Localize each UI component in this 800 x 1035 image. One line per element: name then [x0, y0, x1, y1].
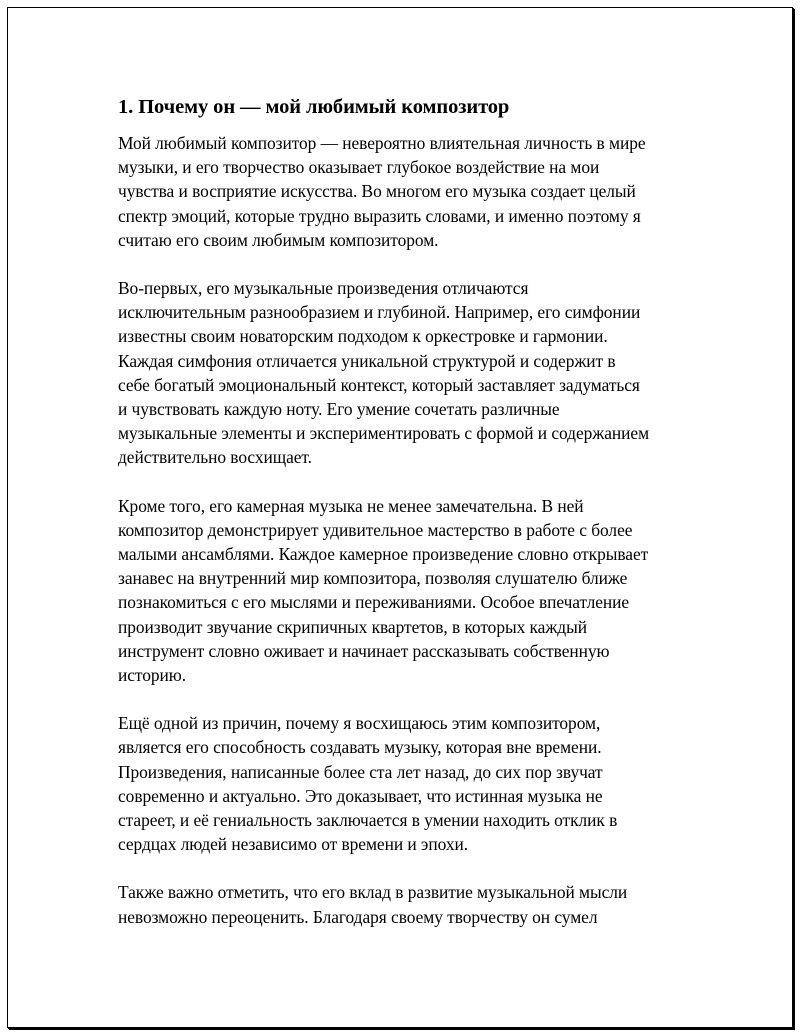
paragraph-line: Во-первых, его музыкальные произведения отличаются — [118, 278, 529, 299]
paragraph-line: инструмент словно оживает и начинает рассказывать собственную — [118, 640, 610, 661]
paragraph-line: сердцах людей независимо от времени и эпохи. — [118, 834, 469, 855]
section-heading: 1. Почему он — мой любимый композитор — [118, 96, 510, 118]
paragraph-line: действительно восхищает. — [118, 447, 312, 468]
paragraph-line: стареет, и её гениальность заключается в умении находить отклик в — [118, 810, 618, 831]
paragraph — [118, 131, 702, 252]
paragraph-line: считаю его своим любимым композитором. — [118, 229, 439, 250]
paragraph-line: Каждая симфония отличается уникальной структурой и содержит в — [118, 350, 616, 371]
paragraph-list — [118, 131, 702, 929]
paragraph — [118, 276, 702, 470]
paragraph-line: известны своим новаторским подходом к оркестровке и гармонии. — [118, 326, 608, 347]
paragraph-line: спектр эмоций, которые трудно выразить словами, и именно поэтому я — [118, 205, 641, 226]
page-frame — [7, 7, 793, 1028]
paragraph-line: занавес на внутренний мир композитора, позволяя слушателю ближе — [118, 568, 628, 589]
paragraph — [118, 711, 702, 856]
paragraph-line: и чувствовать каждую ноту. Его умение сочетать различные — [118, 399, 560, 420]
paragraph-line: исключительным разнообразием и глубиной. Например, его симфонии — [118, 302, 641, 323]
paragraph-line: композитор демонстрирует удивительное мастерство в работе с более — [118, 519, 633, 540]
paragraph — [118, 880, 702, 928]
paragraph-line: чувства и восприятие искусства. Во многом его музыка создает целый — [118, 181, 636, 202]
paragraph-line: является его способность создавать музыку, которая вне времени. — [118, 737, 602, 758]
paragraph-line: Произведения, написанные более ста лет назад, до сих пор звучат — [118, 761, 603, 782]
paragraph-line: музыкальные элементы и экспериментировать с формой и содержанием — [118, 423, 650, 444]
paragraph-line: познакомиться с его мыслями и переживаниями. Особое впечатление — [118, 592, 630, 613]
paragraph-line: историю. — [118, 665, 187, 686]
paragraph-line: себе богатый эмоциональный контекст, который заставляет задуматься — [118, 374, 640, 395]
paragraph-line: невозможно переоценить. Благодаря своему творчеству он сумел — [118, 906, 598, 927]
paragraph-line: малыми ансамблями. Каждое камерное произведение словно открывает — [118, 544, 649, 565]
paragraph-line: Мой любимый композитор — невероятно влиятельная личность в мире — [118, 133, 646, 153]
paragraph — [118, 494, 702, 688]
paragraph-line: Также важно отметить, что его вклад в развитие музыкальной мысли — [118, 882, 628, 903]
paragraph-line: Ещё одной из причин, почему я восхищаюсь этим композитором, — [118, 713, 601, 734]
paragraph-line: Кроме того, его камерная музыка не менее замечательна. В ней — [118, 495, 584, 516]
paragraph-line: музыки, и его творчество оказывает глубокое воздействие на мои — [118, 157, 600, 178]
paragraph-line: современно и актуально. Это доказывает, что истинная музыка не — [118, 785, 603, 806]
paragraph-line: производит звучание скрипичных квартетов, в которых каждый — [118, 616, 587, 637]
document-body — [118, 94, 702, 929]
